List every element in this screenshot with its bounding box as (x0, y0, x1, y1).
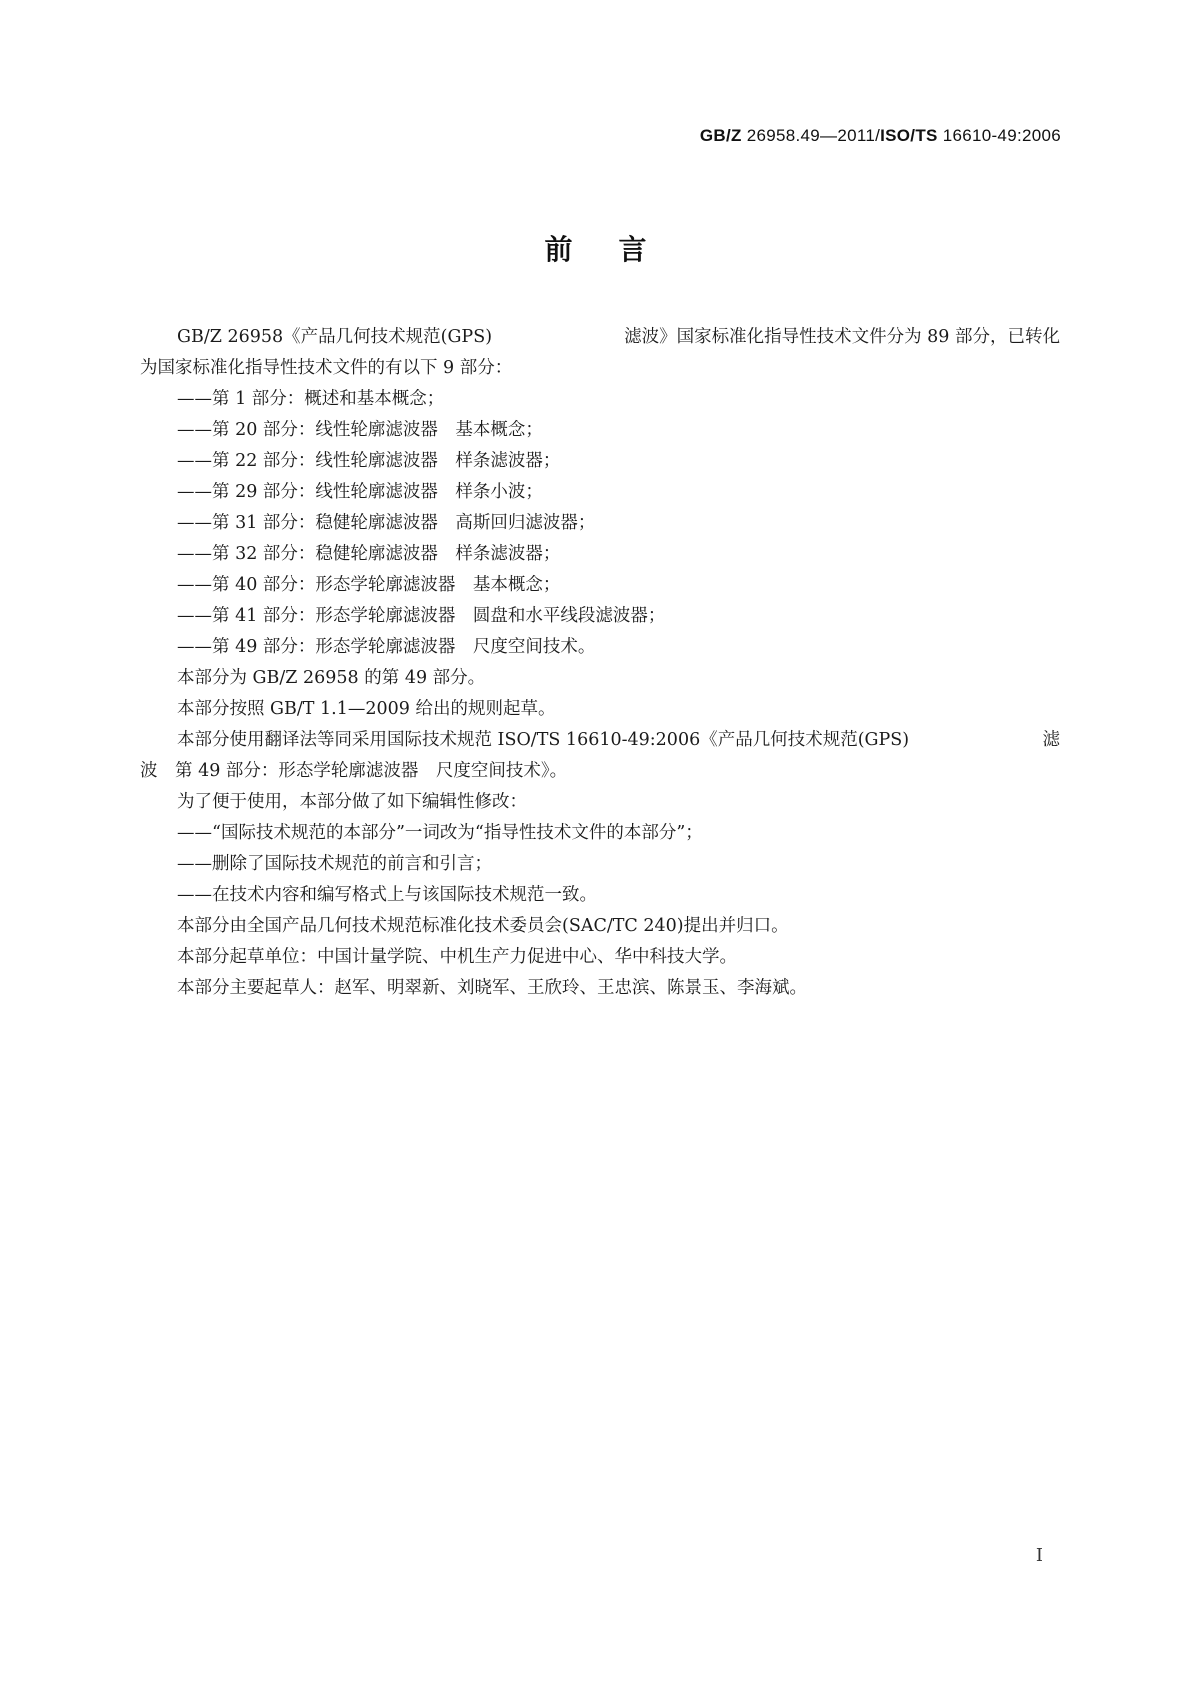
intro-line-1-part-b: 滤波》国家标准化指导性技术文件分为 89 部分，已转化 (624, 327, 1060, 347)
translation-line-1-part-b: 滤 (1042, 730, 1060, 750)
standard-number-header (700, 126, 1061, 146)
part-list-item: ——第 41 部分：形态学轮廓滤波器 圆盘和水平线段滤波器； (177, 606, 666, 626)
translation-paragraph-line-1 (140, 725, 1060, 756)
part-list-item: ——第 32 部分：稳健轮廓滤波器 样条滤波器； (177, 544, 561, 564)
edit-list-item: ——在技术内容和编写格式上与该国际技术规范一致。 (177, 885, 597, 905)
gb-number: 26958.49—2011/ (746, 126, 881, 145)
page-number: I (1035, 1545, 1043, 1566)
part-list-item: ——第 22 部分：线性轮廓滤波器 样条滤波器； (177, 451, 561, 471)
translation-line-1-part-a: 本部分使用翻译法等同采用国际技术规范 ISO/TS 16610-49:2006《产品几何技术规范(GPS) (177, 730, 910, 750)
edit-list-item: ——删除了国际技术规范的前言和引言； (177, 854, 492, 874)
part-list-item: ——第 1 部分：概述和基本概念； (177, 389, 445, 409)
this-part-statement: 本部分为 GB/Z 26958 的第 49 部分。 (177, 668, 486, 688)
part-list-item: ——第 40 部分：形态学轮廓滤波器 基本概念； (177, 575, 561, 595)
proposed-by-statement: 本部分由全国产品几何技术规范标准化技术委员会(SAC/TC 240)提出并归口。 (177, 916, 789, 936)
drafters-statement: 本部分主要起草人：赵军、明翠新、刘晓军、王欣玲、王忠滨、陈景玉、李海斌。 (177, 978, 807, 998)
part-list-item: ——第 31 部分：稳健轮廓滤波器 高斯回归滤波器； (177, 513, 596, 533)
part-list-item: ——第 29 部分：线性轮廓滤波器 样条小波； (177, 482, 543, 502)
translation-paragraph-line-2: 波 第 49 部分：形态学轮廓滤波器 尺度空间技术》。 (140, 761, 568, 781)
page-title: 前言 (544, 233, 693, 266)
iso-code: ISO/TS (880, 126, 938, 145)
intro-paragraph-line-1 (140, 322, 1060, 353)
gb-code: GB/Z (699, 126, 742, 145)
edit-list-item: ——“国际技术规范的本部分”一词改为“指导性技术文件的本部分”； (177, 823, 703, 843)
edit-intro: 为了便于使用，本部分做了如下编辑性修改： (177, 792, 527, 812)
part-list-item: ——第 20 部分：线性轮廓滤波器 基本概念； (177, 420, 543, 440)
iso-number: 16610-49:2006 (942, 126, 1061, 145)
drafting-rule-statement: 本部分按照 GB/T 1.1—2009 给出的规则起草。 (177, 699, 556, 719)
part-list-item: ——第 49 部分：形态学轮廓滤波器 尺度空间技术。 (177, 637, 596, 657)
drafting-units-statement: 本部分起草单位：中国计量学院、中机生产力促进中心、华中科技大学。 (177, 947, 737, 967)
foreword-body (140, 322, 1060, 1004)
intro-paragraph-line-2: 为国家标准化指导性技术文件的有以下 9 部分： (140, 358, 513, 378)
intro-line-1-part-a: GB/Z 26958《产品几何技术规范(GPS) (177, 327, 493, 347)
